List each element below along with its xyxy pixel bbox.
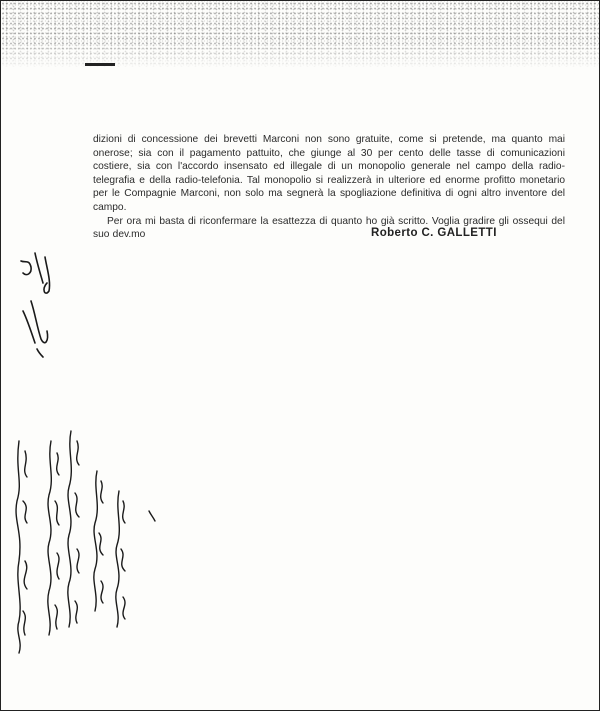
letter-paragraph-1: dizioni di concessione dei brevetti Marconi non sono gratuite, come si pretende, ma quanto mai onerose; sia con il pagamento pattuito, che giunge al 30 per cento delle tasse di comunicazioni costiere, sia con l'accordo insensato ed illegale di un monopolio generale nel campo della radio-telegrafia e della radio-telefonia. Tal monopolio si realizzerà in ulteriore ed enorme profitto monetario per le Compagnie Marconi, non solo ma segnerà la spogliazione definitiva di ogni altro inventore del campo.	[93, 134, 565, 213]
handwritten-margin-note-top	[21, 253, 50, 357]
handwritten-margin-note-bottom	[16, 431, 155, 653]
letter-signature: Roberto C. GALLETTI	[371, 227, 497, 239]
letter-paragraph-2: Per ora mi basta di riconfermare la esattezza di quanto ho già scritto. Voglia gradire gli ossequi del suo dev.mo	[93, 215, 565, 241]
handwriting-layer	[1, 1, 600, 711]
